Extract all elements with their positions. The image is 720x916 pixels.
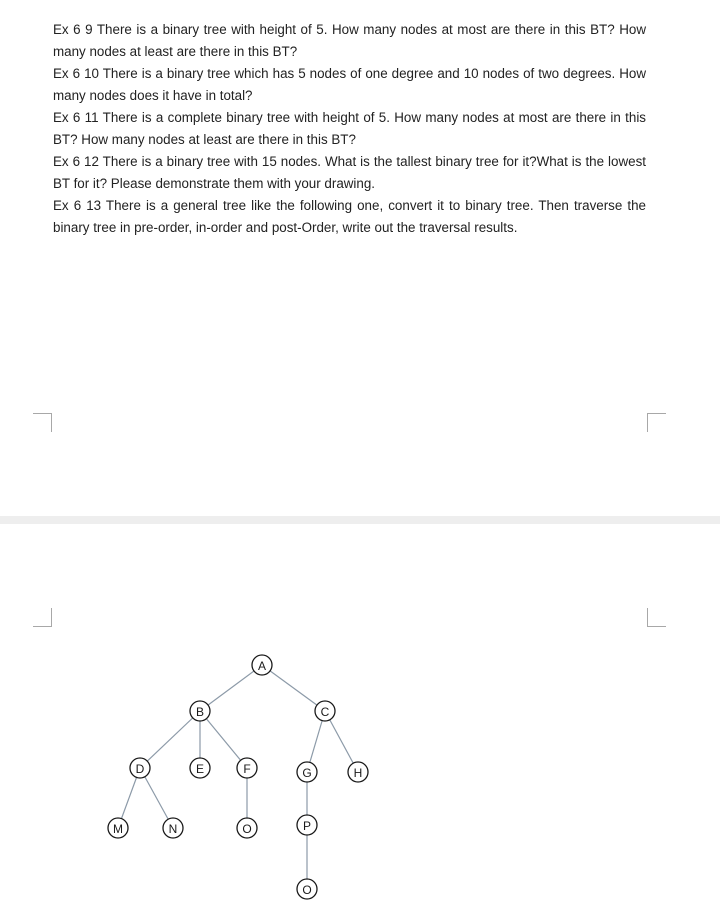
- tree-node-m: [108, 818, 128, 838]
- tree-node-g: [297, 762, 317, 782]
- tree-node-o1: [237, 818, 257, 838]
- exercise-6-9: Ex 6 9 There is a binary tree with height of 5. How many nodes at most are there in this BT? How many nodes at least are there in this BT?: [53, 22, 646, 59]
- tree-edge: [140, 711, 200, 768]
- tree-node-label: A: [257, 659, 267, 673]
- tree-node-label: M: [113, 822, 123, 836]
- tree-edge: [200, 711, 247, 768]
- tree-node-label: P: [302, 819, 312, 833]
- tree-node-a: [252, 655, 272, 675]
- tree-node-f: [237, 758, 257, 778]
- tree-node-label: D: [135, 762, 145, 776]
- tree-edge: [200, 665, 262, 711]
- tree-node-p: [297, 815, 317, 835]
- exercise-6-11: Ex 6 11 There is a complete binary tree with height of 5. How many nodes at most are there in this BT? How many nodes at least are there in this BT?: [53, 110, 646, 147]
- tree-node-c: [315, 701, 335, 721]
- tree-node-label: G: [302, 766, 312, 780]
- tree-node-label: C: [320, 705, 330, 719]
- tree-node-d: [130, 758, 150, 778]
- tree-node-label: O: [302, 883, 312, 897]
- tree-node-b: [190, 701, 210, 721]
- tree-node-e: [190, 758, 210, 778]
- tree-node-label: F: [243, 762, 251, 776]
- tree-node-label: H: [353, 766, 363, 780]
- tree-node-n: [163, 818, 183, 838]
- tree-node-o2: [297, 879, 317, 899]
- tree-node-h: [348, 762, 368, 782]
- tree-node-label: B: [195, 705, 205, 719]
- tree-edge: [262, 665, 325, 711]
- tree-node-label: E: [195, 762, 205, 776]
- exercise-6-10: Ex 6 10 There is a binary tree which has 5 nodes of one degree and 10 nodes of two degrees. How many nodes does it have in total?: [53, 66, 646, 103]
- tree-node-label: N: [168, 822, 178, 836]
- exercise-6-12: Ex 6 12 There is a binary tree with 15 nodes. What is the tallest binary tree for it?What is the lowest BT for it? Please demonstrate them with your drawing.: [53, 154, 646, 191]
- tree-node-label: O: [242, 822, 252, 836]
- exercise-6-13: Ex 6 13 There is a general tree like the following one, convert it to binary tree. Then traverse the binary tree in pre-order, in-order and post-Order, write out the traversal results.: [53, 198, 646, 235]
